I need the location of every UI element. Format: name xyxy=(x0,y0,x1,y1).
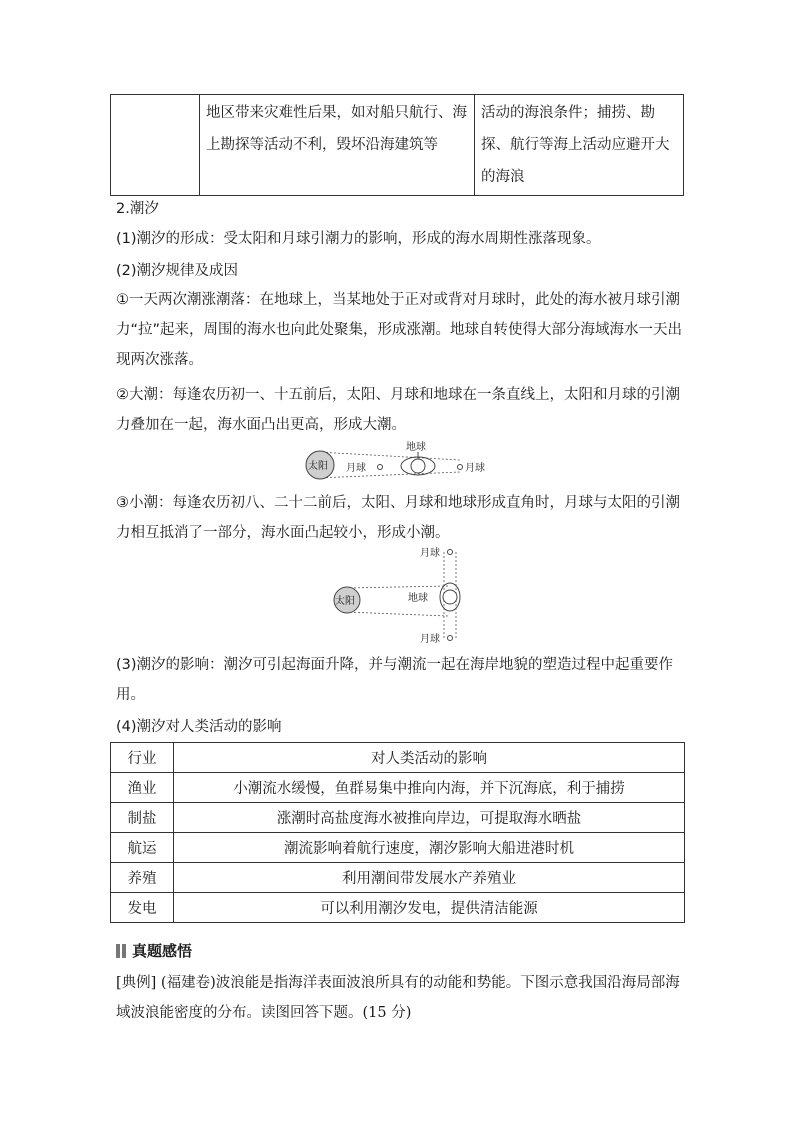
continued-table xyxy=(110,94,684,196)
paragraph: (4)潮汐对人类活动的影响 xyxy=(116,719,282,735)
table-cell: 发电 xyxy=(111,893,174,923)
table-cell: 渔业 xyxy=(111,773,174,803)
moon-icon xyxy=(378,465,383,470)
moon-label-left: 月球 xyxy=(346,463,366,474)
table-cell: 涨潮时高盐度海水被推向岸边，可提取海水晒盐 xyxy=(174,803,685,833)
section-marker-icon xyxy=(116,944,126,958)
table-row xyxy=(111,773,685,803)
table-row xyxy=(111,893,685,923)
section-heading xyxy=(116,940,192,961)
paragraph: ①一天两次潮涨潮落：在地球上，当某地处于正对或背对月球时，此处的海水被月球引潮力“拉”起来，周围的海水也向此处聚集，形成涨潮。地球自转使得大部分海域海水一天出现两次涨落。 xyxy=(116,292,683,368)
table-header-cell: 对人类活动的影响 xyxy=(174,743,685,773)
earth-icon xyxy=(411,459,425,473)
paragraph: (3)潮汐的影响：潮汐可引起海面升降，并与潮流一起在海岸地貌的塑造过程中起重要作用。 xyxy=(116,657,674,703)
sun-label: 太阳 xyxy=(308,461,328,472)
table-row xyxy=(111,95,684,196)
sun-label: 太阳 xyxy=(335,596,355,607)
moon-icon xyxy=(448,636,453,641)
table-cell: 潮流影响着航行速度，潮汐影响大船进港时机 xyxy=(174,833,685,863)
spring-tide-diagram xyxy=(298,438,498,490)
paragraph: (1)潮汐的形成：受太阳和月球引潮力的影响，形成的海水周期性涨落现象。 xyxy=(116,231,601,247)
earth-icon xyxy=(443,590,457,604)
table-cell: 航运 xyxy=(111,833,174,863)
moon-label-top: 月球 xyxy=(420,548,440,559)
table-row xyxy=(111,863,685,893)
example-question: [典例] (福建卷)波浪能是指海洋表面波浪所具有的动能和势能。下图示意我国沿海局部海域波浪能密度的分布。读图回答下题。(15 分) xyxy=(116,975,680,1021)
table-cell: 活动的海浪条件；捕捞、勘探、航行等海上活动应避开大的海浪 xyxy=(475,95,684,196)
table-cell: 制盐 xyxy=(111,803,174,833)
table-cell: 利用潮间带发展水产养殖业 xyxy=(174,863,685,893)
moon-label-bottom: 月球 xyxy=(420,634,440,645)
table-header-row xyxy=(111,743,685,773)
neap-tide-diagram xyxy=(330,544,490,648)
paragraph: (2)潮汐规律及成因 xyxy=(116,263,239,279)
tide-impact-table xyxy=(110,742,685,923)
paragraph: ③小潮：每逢农历初八、二十二前后，太阳、月球和地球形成直角时，月球与太阳的引潮力相互抵消了一部分，海水面凸起较小，形成小潮。 xyxy=(116,495,680,541)
moon-icon xyxy=(448,550,453,555)
section-title: 真题感悟 xyxy=(132,942,193,960)
paragraph: ②大潮：每逢农历初一、十五前后，太阳、月球和地球在一条直线上，太阳和月球的引潮力叠加在一起，海水面凸出更高，形成大潮。 xyxy=(116,387,680,433)
table-cell: 地区带来灾难性后果，如对船只航行、海上勘探等活动不利，毁坏沿海建筑等 xyxy=(200,95,475,196)
table-cell: 可以利用潮汐发电，提供清洁能源 xyxy=(174,893,685,923)
table-header-cell: 行业 xyxy=(111,743,174,773)
table-cell: 养殖 xyxy=(111,863,174,893)
section-heading-tide: 2.潮汐 xyxy=(116,201,159,217)
earth-label: 地球 xyxy=(406,442,426,453)
table-cell xyxy=(111,95,200,196)
table-cell: 小潮流水缓慢，鱼群易集中推向内海，并下沉海底，利于捕捞 xyxy=(174,773,685,803)
earth-label: 地球 xyxy=(408,593,428,604)
table-row xyxy=(111,803,685,833)
table-row xyxy=(111,833,685,863)
moon-label-right: 月球 xyxy=(465,463,485,474)
moon-icon xyxy=(458,465,463,470)
